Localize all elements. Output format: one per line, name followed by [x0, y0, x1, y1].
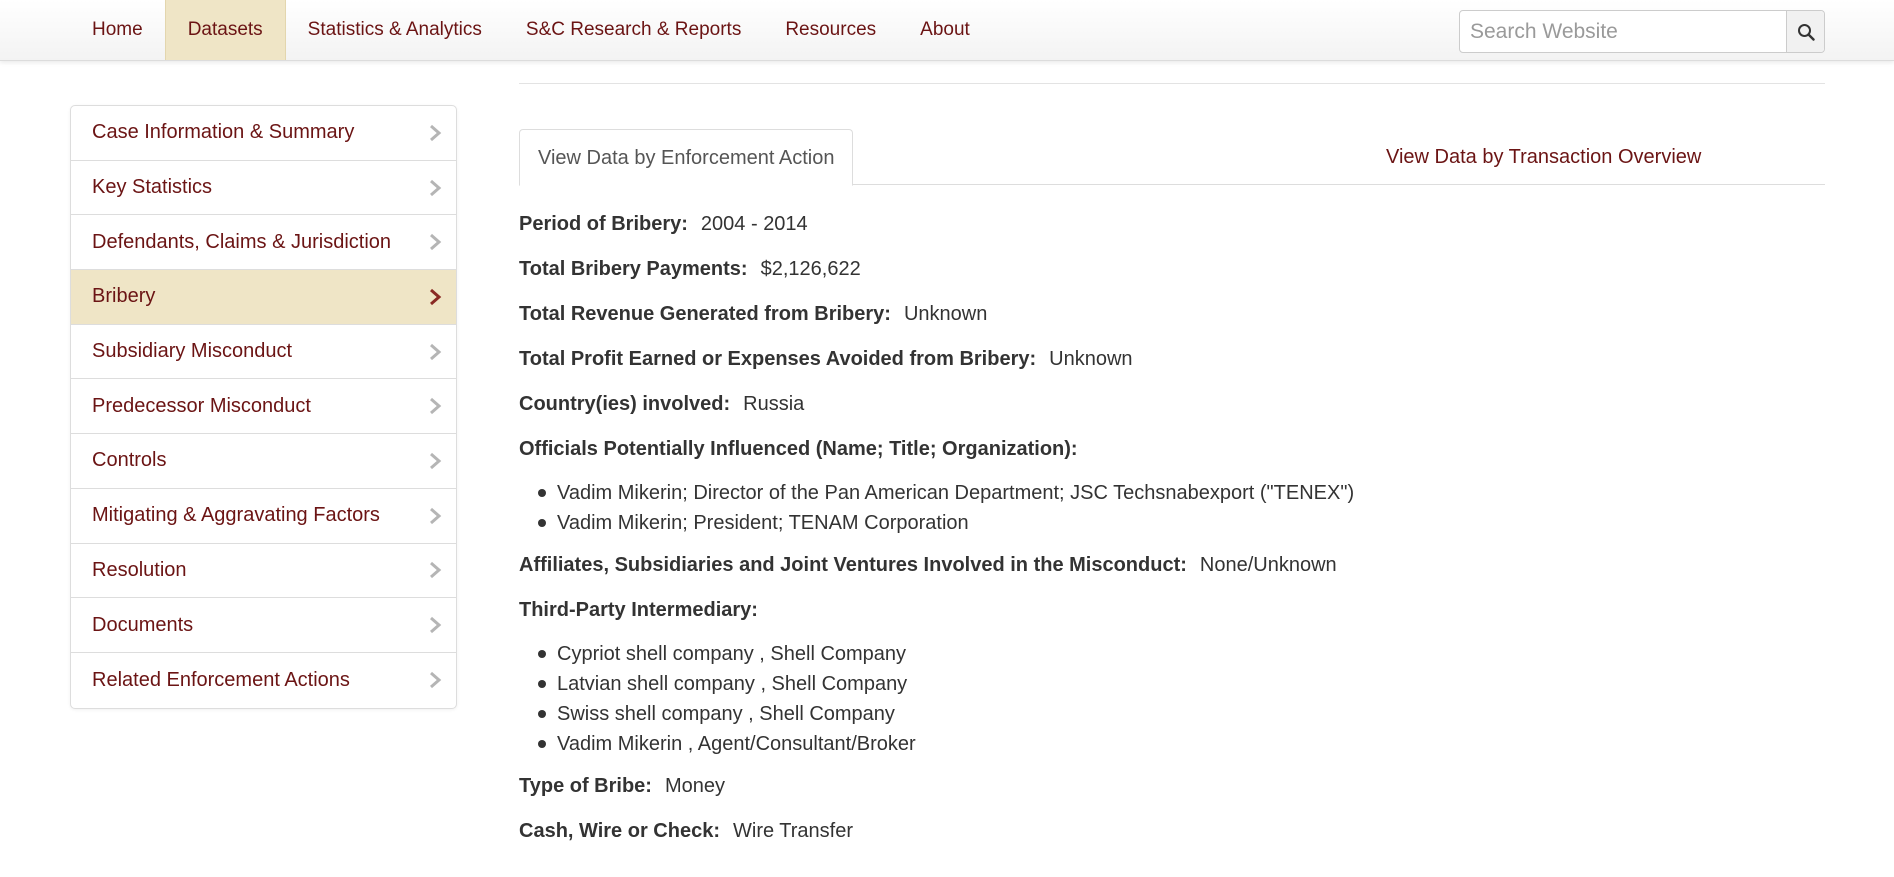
list-item: Latvian shell company , Shell Company: [519, 669, 1825, 699]
search-icon: [1797, 23, 1815, 41]
period-field: [519, 210, 1825, 255]
sidebar-item-label: Mitigating & Aggravating Factors: [92, 504, 380, 527]
sidebar-item-label: Subsidiary Misconduct: [92, 340, 293, 363]
sidebar-item-key-statistics[interactable]: [71, 161, 456, 216]
field-value: None/Unknown: [1199, 554, 1337, 576]
nav-research-reports[interactable]: S&C Research & Reports: [525, 19, 742, 40]
field-value: 2004 - 2014: [700, 213, 808, 235]
tab-transaction-overview[interactable]: View Data by Transaction Overview: [1386, 146, 1702, 168]
countries-field: [519, 390, 1825, 435]
field-value: Russia: [743, 393, 805, 415]
chevron-right-icon: [428, 233, 442, 251]
tab-enforcement-action[interactable]: View Data by Enforcement Action: [519, 129, 853, 186]
sidebar-item-label: Documents: [92, 613, 194, 636]
field-value: Unknown: [1049, 348, 1133, 370]
field-value: $2,126,622: [760, 258, 861, 280]
chevron-right-icon: [428, 343, 442, 361]
field-label: Affiliates, Subsidiaries and Joint Ventures Involved in the Misconduct:: [519, 554, 1187, 576]
sidebar-item-resolution[interactable]: [71, 544, 456, 599]
field-label: Total Profit Earned or Expenses Avoided from Bribery:: [519, 348, 1037, 370]
chevron-right-icon: [428, 288, 442, 306]
chevron-right-icon: [428, 452, 442, 470]
field-value: Wire Transfer: [733, 820, 854, 842]
nav-statistics-analytics[interactable]: Statistics & Analytics: [307, 19, 482, 40]
sidebar-item-label: Resolution: [92, 558, 187, 581]
list-item: Vadim Mikerin , Agent/Consultant/Broker: [519, 729, 1825, 759]
sidebar-nav: [70, 105, 457, 709]
main-nav: [70, 0, 992, 60]
view-tabs: [519, 129, 1825, 185]
list-item: Cypriot shell company , Shell Company: [519, 639, 1825, 669]
sidebar-item-label: Case Information & Summary: [92, 121, 355, 144]
sidebar-item-related-actions[interactable]: [71, 653, 456, 708]
field-value: Unknown: [903, 303, 988, 325]
nav-resources[interactable]: Resources: [785, 19, 877, 40]
field-label: Total Bribery Payments:: [519, 258, 748, 280]
chevron-right-icon: [428, 616, 442, 634]
sidebar-item-predecessor-misconduct[interactable]: [71, 379, 456, 434]
search-input[interactable]: [1460, 11, 1786, 52]
revenue-field: [519, 300, 1825, 345]
top-navbar: [0, 0, 1894, 61]
sidebar-item-documents[interactable]: [71, 598, 456, 653]
field-label: Country(ies) involved:: [519, 393, 731, 415]
sidebar-item-mitigating-factors[interactable]: [71, 489, 456, 544]
profit-field: [519, 345, 1825, 390]
sidebar-item-defendants[interactable]: [71, 215, 456, 270]
payments-field: [519, 255, 1825, 300]
sidebar-item-label: Predecessor Misconduct: [92, 394, 311, 417]
sidebar-item-controls[interactable]: [71, 434, 456, 489]
field-label: Type of Bribe:: [519, 775, 652, 797]
nav-datasets[interactable]: Datasets: [165, 0, 286, 60]
intermediary-field: [519, 596, 1825, 641]
nav-home[interactable]: Home: [92, 19, 143, 40]
nav-about[interactable]: About: [920, 19, 970, 40]
chevron-right-icon: [428, 179, 442, 197]
divider: [519, 83, 1825, 84]
officials-field: [519, 435, 1825, 480]
bribe-type-field: [519, 772, 1825, 817]
intermediary-list: [519, 639, 1825, 759]
chevron-right-icon: [428, 671, 442, 689]
officials-list: [519, 478, 1825, 538]
search-box: [1459, 10, 1825, 53]
chevron-right-icon: [428, 507, 442, 525]
sidebar-item-label: Controls: [92, 449, 167, 472]
sidebar-item-label: Bribery: [92, 285, 156, 308]
sidebar-item-label: Defendants, Claims & Jurisdiction: [92, 230, 392, 253]
chevron-right-icon: [428, 397, 442, 415]
sidebar-item-subsidiary-misconduct[interactable]: [71, 325, 456, 380]
field-label: Cash, Wire or Check:: [519, 820, 720, 842]
list-item: Vadim Mikerin; President; TENAM Corporation: [519, 508, 1825, 538]
field-label: Third-Party Intermediary:: [519, 599, 758, 621]
affiliates-field: [519, 551, 1825, 596]
sidebar-item-label: Key Statistics: [92, 176, 213, 199]
bribery-details: [519, 210, 1825, 862]
field-label: Period of Bribery:: [519, 213, 688, 235]
field-label: Total Revenue Generated from Bribery:: [519, 303, 891, 325]
field-label: Officials Potentially Influenced (Name; Title; Organization):: [519, 438, 1078, 460]
search-button[interactable]: [1786, 11, 1824, 52]
sidebar-item-label: Related Enforcement Actions: [92, 668, 350, 691]
list-item: Vadim Mikerin; Director of the Pan American Department; JSC Techsnabexport ("TENEX"): [519, 478, 1825, 508]
chevron-right-icon: [428, 124, 442, 142]
chevron-right-icon: [428, 561, 442, 579]
cash-wire-check-field: [519, 817, 1825, 862]
field-value: Money: [664, 775, 725, 797]
list-item: Swiss shell company , Shell Company: [519, 699, 1825, 729]
sidebar-item-case-information[interactable]: [71, 106, 456, 161]
sidebar-item-bribery[interactable]: [71, 270, 456, 325]
